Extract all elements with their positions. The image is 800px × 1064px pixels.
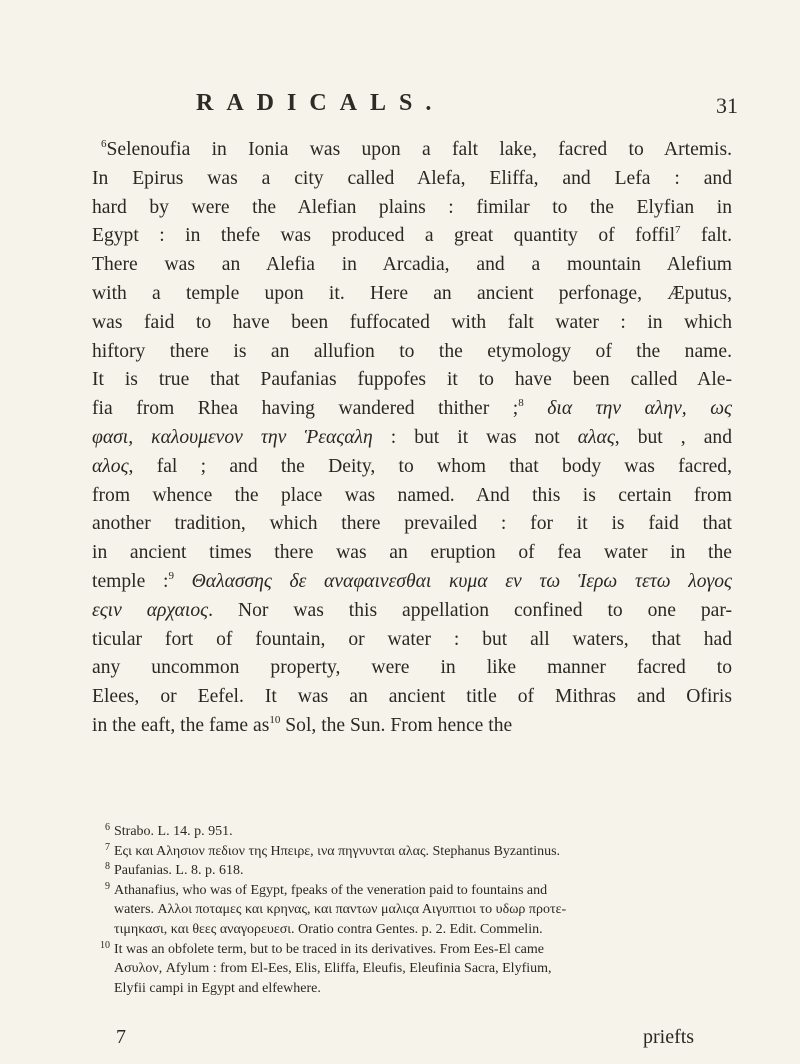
footnote-text: It was an obfolete term, but to be traced in its derivatives. From Ees-El came [114,941,544,957]
text-line [92,338,732,367]
footnote-marker: 10 [269,713,281,726]
footnote [92,979,732,999]
line-text: ticular fort of fountain, or water : but all waters, that had [92,628,732,650]
line-text: Selenoufia in Ionia was upon a falt lake, facred to Artemis. [106,139,732,160]
line-text: Elees, or Eefel. It was an ancient title of Mithras and Ofiris [92,686,732,708]
greek-text: αλας [577,426,615,448]
page-number: 31 [716,93,738,118]
text-line [92,510,732,539]
line-text: from whence the place was named. And this is certain from [92,484,732,506]
line-text: Egypt : in thefe was produced a great quantity of foffil [92,225,676,247]
footnote [92,959,732,979]
text-line [92,626,732,655]
line-text: any uncommon property, were in like manner facred to [92,657,732,679]
footnote [92,900,732,920]
line-text: , but [614,426,681,448]
line-text: hiftory there is an allufion to the etymology of the name. [92,340,732,362]
line-text: , and [680,426,732,448]
page-footer [0,1026,800,1050]
greek-text: αλη [344,426,373,448]
text-line [92,424,732,453]
footnote-text: Εςι και Αλησιον πεδιον της Ηπειρε, ινα πηγνυνται αλας. Stephanus Byzantinus. [114,843,561,859]
greek-text: Θαλασσης δε αναφαινεσθαι κυμα εν τω Ἱερω τετω λογος [173,570,732,592]
body-text [92,136,732,741]
line-text: hard by were the Alefian plains : fimilar to the Elyfian in [92,196,732,218]
line-text: in ancient times there was an eruption of fea water in the [92,542,732,564]
text-line [92,482,732,511]
line-text: It is true that Paufanias fuppofes it to have been called Ale- [92,369,732,391]
text-line [92,395,732,424]
text-line [92,539,732,568]
line-text: temple : [92,570,169,592]
running-head [0,90,800,120]
greek-text: φασι, καλουμενον την Ῥεας [92,426,345,448]
line-text: another tradition, which there prevailed : for it is faid that [92,513,732,535]
footnote-text: τιμηκασι, και θεες αναγορευεσι. Oratio contra Gentes. p. 2. Edit. Commelin. [114,921,543,937]
footnote-text: Strabo. L. 14. p. 951. [114,824,233,839]
text-line [92,683,732,712]
footnote-text: waters. Αλλοι ποταμες και κρηνας, και παντων μαλιςα Αιγυπτιοι το υδωρ προτε- [114,902,567,918]
footnote: 8 Paufanias. L. 8. p. 618. [105,861,244,879]
text-line [92,453,732,482]
text-line [92,280,732,309]
line-text: In Epirus was a city called Alefa, Eliffa, and Lefa : and [92,167,732,189]
greek-text: δια την αλην, ως [523,398,732,420]
line-text: fia from Rhea having wandered thither ; [92,398,519,420]
footnote: 9 Athanafius, who was of Egypt, fpeaks of the veneration paid to fountains and [105,880,548,898]
footnote-marker: 7 [675,224,681,237]
greek-text: αλος [92,455,129,477]
text-line [92,654,732,683]
footnote-marker: 9 [168,569,174,582]
greek-text: εςιν αρχαιος [92,599,209,621]
line-text: There was an Alefia in Arcadia, and a mountain Alefium [92,254,732,276]
text-line [92,165,732,194]
line-text: with a temple upon it. Here an ancient perfonage, Æputus, [92,282,732,304]
line-text: . Nor was this appellation confined to one par- [208,599,732,621]
footnote-marker: 8 [518,397,524,410]
text-line [92,222,732,251]
text-line [92,568,732,597]
signature-mark: 7 [116,1026,126,1048]
footnote [92,920,732,940]
text-line [92,712,732,741]
footnote-text: Ασυλον, Afylum : from El-Ees, Elis, Eliffa, Eleufis, Eleufinia Sacra, Elyfium, [114,961,552,977]
text-line [92,597,732,626]
text-line [92,309,732,338]
text-line [92,251,732,280]
line-text: : but it was not [372,426,578,448]
text-line [92,136,732,165]
footnote-text: Elyfii campi in Egypt and elfewhere. [114,980,321,996]
footnote: 10 It was an obfolete term, but to be traced in its derivatives. From Ees-El came [100,939,544,957]
line-text: , fal ; and the Deity, to whom that body was facred, [128,455,732,477]
footnote-text: Athanafius, who was of Egypt, fpeaks of the veneration paid to fountains and [114,882,548,898]
text-line [92,194,732,223]
line-text: Sol, the Sun. From hence the [280,714,513,736]
running-title: RADICALS. [196,90,445,116]
catchword: priefts [643,1026,695,1048]
line-text: in the eaft, the fame as [92,714,270,736]
footnote: 6 Strabo. L. 14. p. 951. [105,822,233,839]
line-text: falt. [680,225,732,247]
text-line [92,366,732,395]
footnotes [92,822,732,998]
line-text: was faid to have been fuffocated with falt water : in which [92,311,732,333]
footnote-marker: 6 [101,138,107,150]
footnote: 7 Εςι και Αλησιον πεδιον της Ηπειρε, ινα πηγνυνται αλας. Stephanus Byzantinus. [105,841,561,859]
footnote-text: Paufanias. L. 8. p. 618. [114,863,244,879]
